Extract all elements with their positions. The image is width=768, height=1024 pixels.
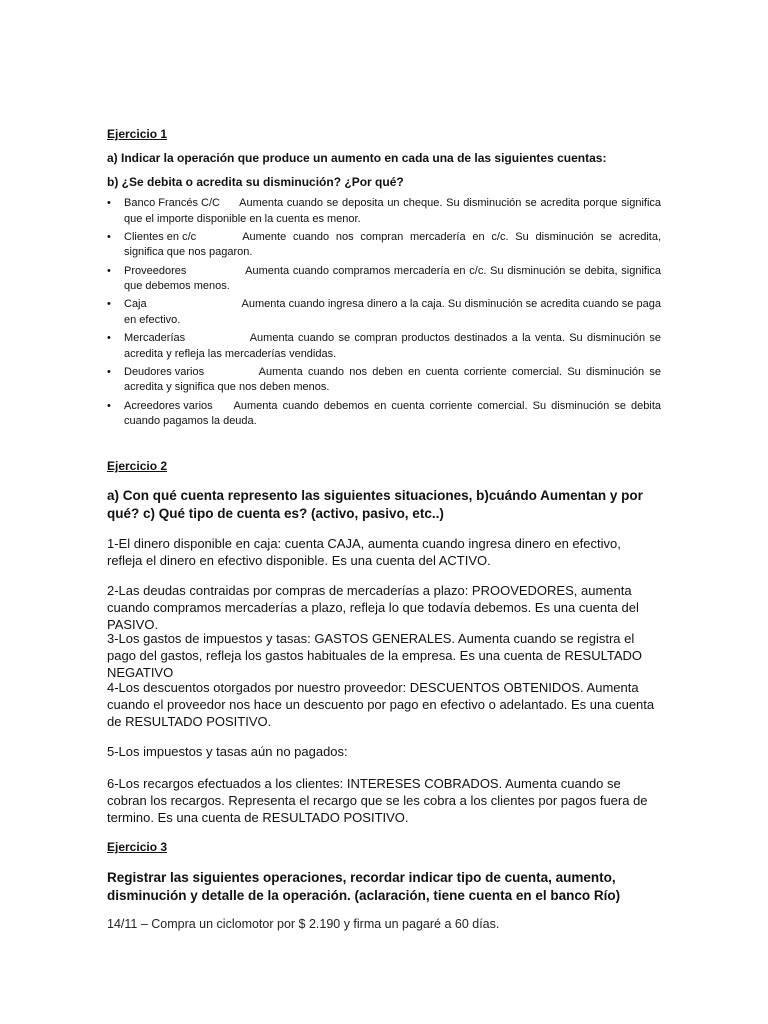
bullet-icon: • <box>107 298 111 311</box>
bullet-icon: • <box>107 365 111 378</box>
account-description: Aumenta cuando se compran productos destinados a la venta. Su disminución se acredita y refleja las mercaderías vendidas. <box>124 332 662 360</box>
list-item <box>107 365 661 396</box>
account-name: Banco Francés C/C <box>124 197 220 209</box>
account-name: Proveedores <box>124 264 187 277</box>
ex3-instruction: Registrar las siguientes operaciones, recordar indicar tipo de cuenta, aumento, disminución y detalle de la operación. (aclaración, tiene cuenta en el banco Río) <box>107 870 621 903</box>
account-description: Aumente cuando nos compran mercadería en c/c. Su disminución se acredita, significa que nos pagaron. <box>124 230 661 259</box>
account-name: Mercaderías <box>124 332 186 345</box>
ex1-account-list <box>107 196 661 433</box>
ex1-question-b: b) ¿Se debita o acredita su disminución? ¿Por qué? <box>107 175 404 189</box>
list-item <box>107 264 661 295</box>
ex1-question-a: a) Indicar la operación que produce un aumento en cada una de las siguientes cuentas: <box>107 151 607 165</box>
account-name: Acreedores varios <box>124 399 213 412</box>
ex3-operation-line: 14/11 – Compra un ciclomotor por $ 2.190 y firma un pagaré a 60 días. <box>107 917 500 931</box>
ex2-item-5: 5-Los impuestos y tasas aún no pagados: <box>107 744 348 759</box>
list-item <box>107 230 661 261</box>
ex1-heading: Ejercicio 1 <box>107 127 168 141</box>
account-name: Clientes en c/c <box>124 230 197 243</box>
bullet-icon: • <box>107 197 111 209</box>
account-description: Aumenta cuando se deposita un cheque. Su disminución se acredita porque significa que el importe disponible en la cuenta es menor. <box>124 197 662 225</box>
ex3-heading: Ejercicio 3 <box>107 840 168 854</box>
account-description: Aumenta cuando debemos en cuenta corriente comercial. Su disminución se debita cuando pagamos la deuda. <box>124 399 661 428</box>
bullet-icon: • <box>107 264 111 277</box>
account-description: Aumenta cuando compramos mercadería en c/c. Su disminución se debita, significa que debemos menos. <box>124 264 661 293</box>
bullet-icon: • <box>107 399 111 412</box>
account-name: Deudores varios <box>124 365 205 378</box>
ex2-item-4: 4-Los descuentos otorgados por nuestro proveedor: DESCUENTOS OBTENIDOS. Aumenta cuando el proveedor nos hace un descuento por pago en efectivo o adelantado. Es una cuenta de RESULTADO POSITIVO. <box>107 680 655 729</box>
bullet-icon: • <box>107 230 111 243</box>
list-item <box>107 331 661 362</box>
bullet-icon: • <box>107 332 111 345</box>
list-item <box>107 297 661 328</box>
account-description: Aumenta cuando ingresa dinero a la caja. Su disminución se acredita cuando se paga en efectivo. <box>124 298 661 326</box>
account-description: Aumenta cuando nos deben en cuenta corriente comercial. Su disminución se acredita y significa que nos deben menos. <box>124 365 661 394</box>
ex2-heading: Ejercicio 2 <box>107 459 168 473</box>
ex2-item-3: 3-Los gastos de impuestos y tasas: GASTOS GENERALES. Aumenta cuando se registra el pago del gastos, refleja los gastos habituales de la empresa. Es una cuenta de RESULTADO NEGATIVO <box>107 631 642 680</box>
list-item <box>107 196 661 227</box>
account-name: Caja <box>124 298 147 311</box>
list-item <box>107 399 661 430</box>
ex2-item-2: 2-Las deudas contraidas por compras de mercaderías a plazo: PROOVEDORES, aumenta cuando compramos mercaderías a plazo, refleja lo que todavía debemos. Es una cuenta del PASIVO. <box>107 583 639 632</box>
ex2-item-1: 1-El dinero disponible en caja: cuenta CAJA, aumenta cuando ingresa dinero en efectivo, refleja el dinero en efectivo disponible. Es una cuenta del ACTIVO. <box>107 536 621 568</box>
ex2-item-6: 6-Los recargos efectuados a los clientes: INTERESES COBRADOS. Aumenta cuando se cobran los recargos. Representa el recargo que se les cobra a los clientes por pagos fuera de termino. Es una cuenta de RESULTADO POSITIVO. <box>107 776 648 825</box>
ex2-question: a) Con qué cuenta represento las siguientes situaciones, b)cuándo Aumentan y por qué? c) Qué tipo de cuenta es? (activo, pasivo, etc..) <box>107 488 643 521</box>
